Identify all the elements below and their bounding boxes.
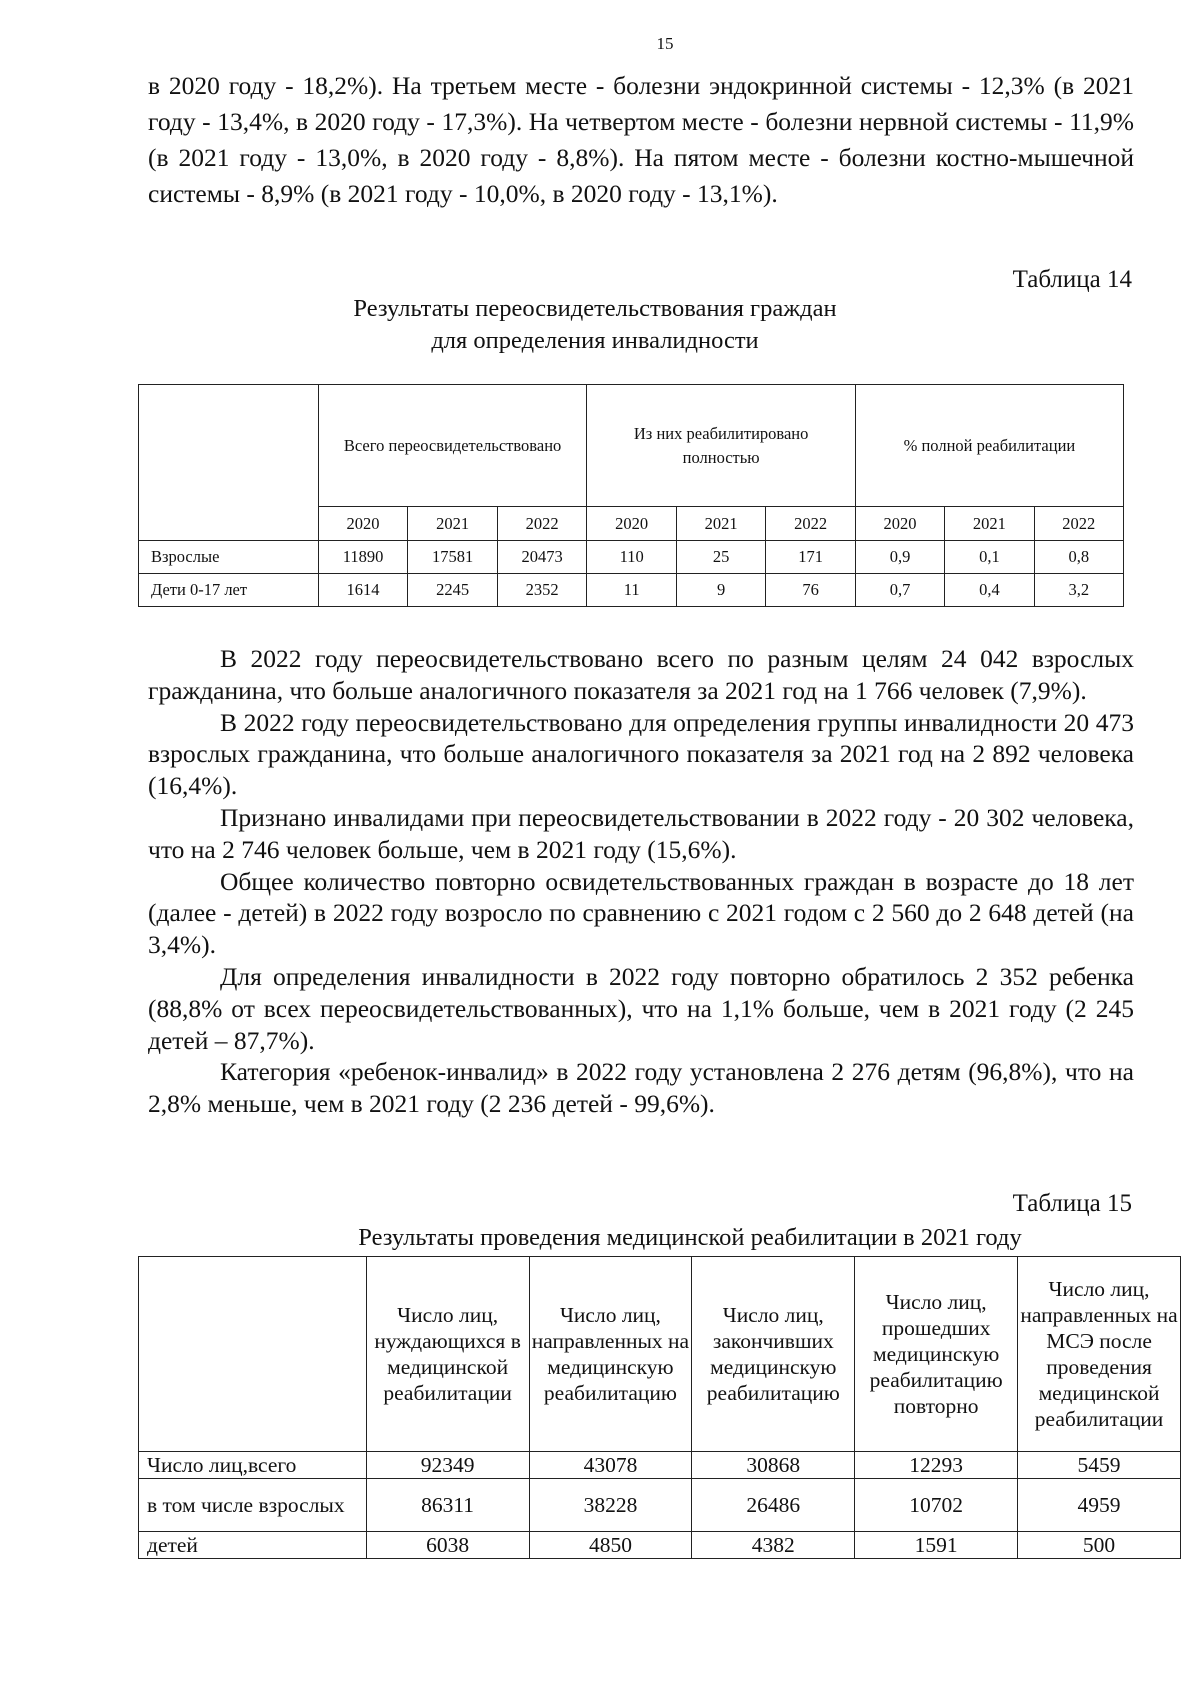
body-paragraph: В 2022 году переосвидетельствовано для определения группы инвалидности 20 473 взрослых гражданина, что больше аналогичного показателя за 2021 год на 2 892 человека (16,4%).	[148, 707, 1134, 801]
body-paragraph: Общее количество повторно освидетельствованных граждан в возрасте до 18 лет (далее - детей) в 2022 году возросло по сравнению с 2021 годом с 2 560 до 2 648 детей (на 3,4%).	[148, 866, 1134, 960]
table14-cell: 3,2	[1034, 574, 1123, 607]
table-row	[139, 574, 1124, 607]
table14-cell: 0,8	[1034, 541, 1123, 574]
table14-label: Таблица 14	[1012, 266, 1132, 293]
table14-cell: 17581	[408, 541, 498, 574]
table14-year-cell: 2021	[408, 507, 498, 541]
table14-group-header: Всего переосвидетельствовано	[318, 385, 587, 507]
table15-column-header: Число лиц, направленных на МСЭ после проведения медицинской реабилитации	[1018, 1257, 1181, 1452]
table14-row-label: Взрослые	[139, 541, 319, 574]
table15-cell: 30868	[692, 1452, 855, 1479]
intro-paragraph	[148, 68, 1134, 212]
table15-corner-cell	[139, 1257, 367, 1452]
table14-row-label: Дети 0-17 лет	[139, 574, 319, 607]
table15-label: Таблица 15	[1012, 1190, 1132, 1217]
table15-column-header: Число лиц, прошедших медицинскую реабилитацию повторно	[855, 1257, 1018, 1452]
table14-cell: 76	[766, 574, 855, 607]
table14-year-cell: 2022	[497, 507, 587, 541]
table15-column-header: Число лиц, направленных на медицинскую реабилитацию	[529, 1257, 692, 1452]
table15-cell: 500	[1018, 1532, 1181, 1559]
table14-cell: 1614	[318, 574, 408, 607]
table15-column-header: Число лиц, закончивших медицинскую реабилитацию	[692, 1257, 855, 1452]
table14-year-cell: 2020	[318, 507, 408, 541]
body-paragraph: В 2022 году переосвидетельствовано всего по разным целям 24 042 взрослых гражданина, что больше аналогичного показателя за 2021 год на 1 766 человек (7,9%).	[148, 644, 1134, 705]
table15-column-header: Число лиц, нуждающихся в медицинской реабилитации	[366, 1257, 529, 1452]
body-paragraph: Для определения инвалидности в 2022 году повторно обратилось 2 352 ребенка (88,8% от всех переосвидетельствованных), что на 1,1% больше, чем в 2021 году (2 245 детей – 87,7%).	[148, 961, 1134, 1055]
table15-cell: 10702	[855, 1479, 1018, 1532]
table14-year-cell: 2020	[587, 507, 676, 541]
table15-cell: 6038	[366, 1532, 529, 1559]
table14-group-header: Из них реабилитировано полностью	[587, 385, 855, 507]
table14-cell: 0,7	[855, 574, 944, 607]
table-row	[139, 1479, 1181, 1532]
table14-title-line2: для определения инвалидности	[431, 327, 759, 354]
table14-cell: 0,4	[945, 574, 1034, 607]
body-paragraph: Категория «ребенок-инвалид» в 2022 году установлена 2 276 детям (96,8%), что на 2,8% меньше, чем в 2021 году (2 236 детей - 99,6%).	[148, 1057, 1134, 1119]
table15-cell: 86311	[366, 1479, 529, 1532]
table14-year-cell: 2022	[1034, 507, 1123, 541]
body-paragraphs	[148, 643, 1134, 1120]
table-row	[139, 1532, 1181, 1559]
table14-cell: 110	[587, 541, 676, 574]
table-row	[139, 541, 1124, 574]
table15-cell: 4850	[529, 1532, 692, 1559]
table14-title	[280, 293, 910, 357]
table15-cell: 26486	[692, 1479, 855, 1532]
table14-year-cell: 2020	[855, 507, 944, 541]
table-row	[139, 1452, 1181, 1479]
table14-cell: 9	[676, 574, 765, 607]
table15-cell: 4382	[692, 1532, 855, 1559]
body-paragraph: Признано инвалидами при переосвидетельствовании в 2022 году - 20 302 человека, что на 2 746 человек больше, чем в 2021 году (15,6%).	[148, 802, 1134, 864]
table15-cell: 4959	[1018, 1479, 1181, 1532]
table14-cell: 0,1	[945, 541, 1034, 574]
table15-cell: 12293	[855, 1452, 1018, 1479]
table15	[138, 1256, 1181, 1559]
page-number: 15	[656, 34, 674, 53]
table14-cell: 2245	[408, 574, 498, 607]
table15-cell: 5459	[1018, 1452, 1181, 1479]
table15-cell: 92349	[366, 1452, 529, 1479]
table14-year-cell: 2021	[945, 507, 1034, 541]
table14-corner-cell	[139, 385, 319, 541]
table14	[138, 384, 1124, 607]
table15-cell: 38228	[529, 1479, 692, 1532]
table14-cell: 2352	[497, 574, 587, 607]
table14-cell: 20473	[497, 541, 587, 574]
table15-row-label: в том числе взрослых	[139, 1479, 367, 1532]
intro-text: в 2020 году - 18,2%). На третьем месте - болезни эндокринной системы - 12,3% (в 2021 году - 13,4%, в 2020 году - 17,3%). На четвертом месте - болезни нервной системы - 11,9% (в 2021 году - 13,0%, в 2020 году - 8,8%). На пятом месте - болезни костно-мышечной системы - 8,9% (в 2021 году - 10,0%, в 2020 году - 13,1%).	[148, 71, 1134, 208]
table14-year-cell: 2022	[766, 507, 855, 541]
table14-cell: 171	[766, 541, 855, 574]
table15-row-label: детей	[139, 1532, 367, 1559]
table14-group-header: % полной реабилитации	[855, 385, 1123, 507]
table15-cell: 1591	[855, 1532, 1018, 1559]
table14-cell: 25	[676, 541, 765, 574]
table14-year-cell: 2021	[676, 507, 765, 541]
table14-cell: 11	[587, 574, 676, 607]
table14-cell: 0,9	[855, 541, 944, 574]
table15-row-label: Число лиц,всего	[139, 1452, 367, 1479]
table14-title-line1: Результаты переосвидетельствования граждан	[353, 295, 837, 322]
table15-title: Результаты проведения медицинской реабилитации в 2021 году	[358, 1224, 1022, 1251]
table14-cell: 11890	[318, 541, 408, 574]
table15-cell: 43078	[529, 1452, 692, 1479]
